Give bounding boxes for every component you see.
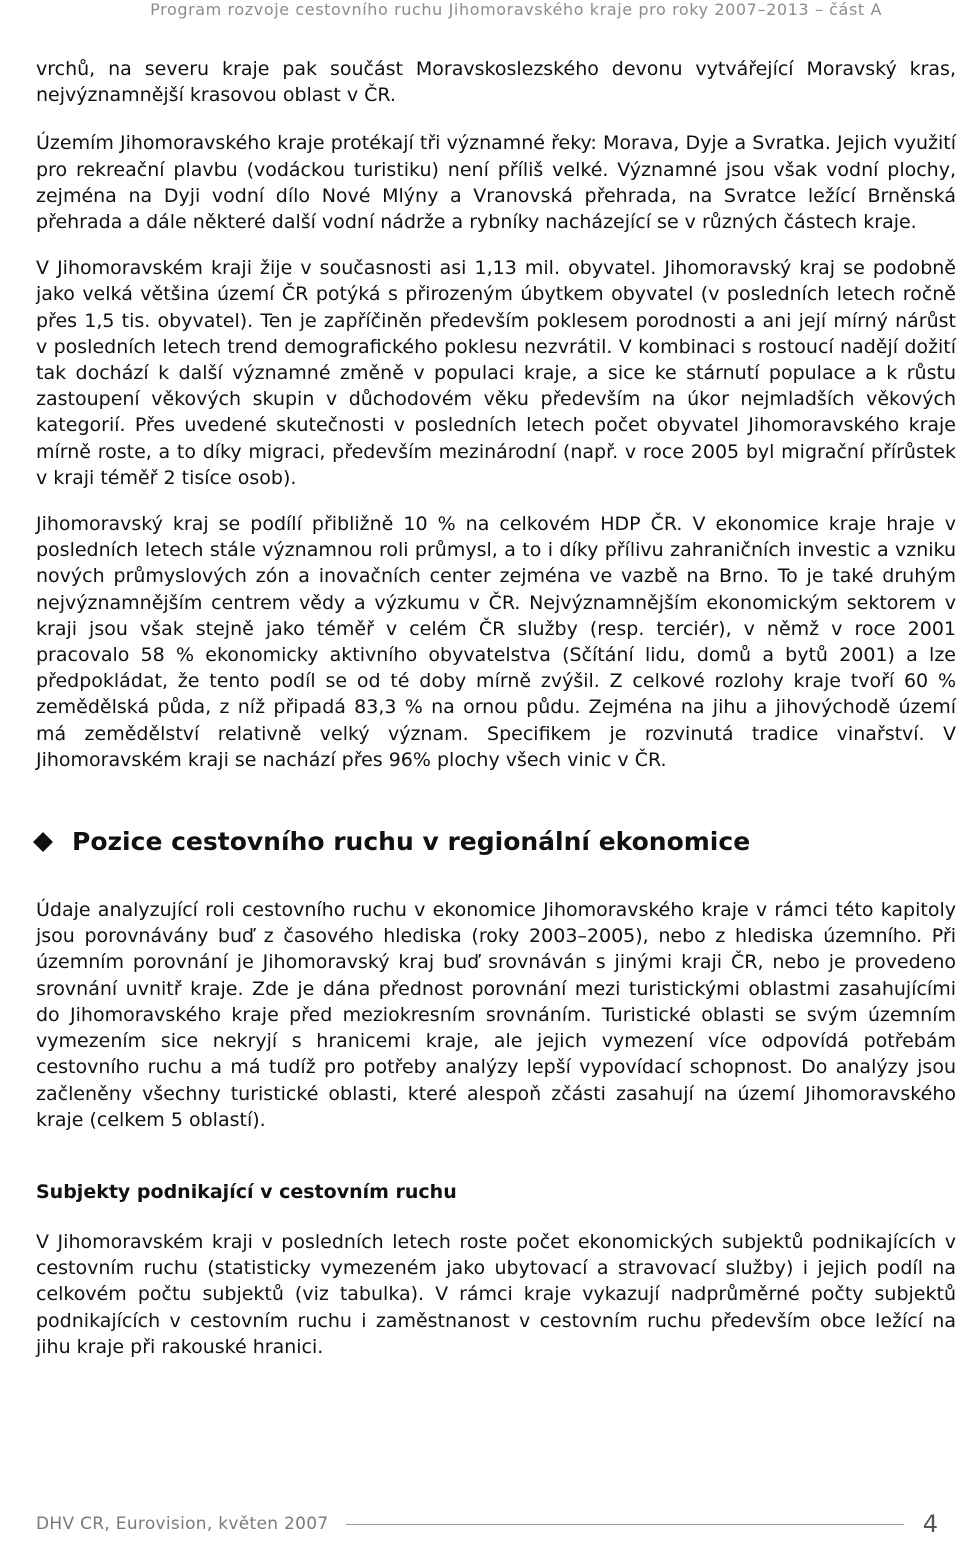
footer-rule [346,1524,904,1525]
running-header: Program rozvoje cestovního ruchu Jihomoravského kraje pro roky 2007–2013 – část A [150,0,882,19]
body-paragraph-economy: Jihomoravský kraj se podílí přibližně 10 % na celkovém HDP ČR. V ekonomice kraje hraje v posledních letech stále významnou roli průmysl, a to i díky přílivu zahraničních investic a vzniku nových průmyslových zón a inovačních center zejména ve vazbě na Brno. To je také druhým nejvýznamnějším centrem vědy a výzkumu v ČR. Nejvýznamnějším ekonomickým sektorem v kraji jsou však stejně jako téměř v celém ČR služby (resp. terciér), v němž v roce 2001 pracovalo 58 % ekonomicky aktivního obyvatelstva (Sčítání lidu, domů a bytů 2001) a lze předpokládat, že tento podíl se od té doby mírně zvýšil. Z celkové rozlohy kraje tvoří 60 % zemědělská půda, z níž připadá 83,3 % na ornou půdu. Zejména na jihu a jihovýchodě území má zemědělství relativně velký význam. Specifikem je rozvinutá tradice vinařství. V Jihomoravském kraji se nachází přes 96% plochy všech vinic v ČR. [36,513,956,771]
body-paragraph-rivers: Územím Jihomoravského kraje protékají tři významné řeky: Morava, Dyje a Svratka. Jejich využití pro rekreační plavbu (vodáckou turistiku) není příliš velké. Významné jsou však vodní plochy, zejména na Dyji vodní dílo Nové Mlýny a Vranovská přehrada, na Svratce ležící Brněnská přehrada a dále některé další vodní nádrže a rybníky nacházející se v různých částech kraje. [36,132,956,234]
subsection-heading: Subjekty podnikající v cestovním ruchu [36,1180,457,1203]
body-paragraph-population: V Jihomoravském kraji žije v současnosti asi 1,13 mil. obyvatel. Jihomoravský kraj se podobně jako velká většina území ČR potýká s přirozeným úbytkem obyvatel (v posledních letech ročně přes 1,5 tis. obyvatel). Ten je zapříčiněn především poklesem porodnosti a ani její mírný nárůst v posledních letech trend demografického poklesu nezvrátil. V kombinaci s rostoucí nadějí dožití tak dochází k další významné změně v populaci kraje, a sice ke stárnutí populace a k růstu zastoupení věkových skupin v důchodovém věku především na úkor nejmladších věkových kategorií. Přes uvedené skutečnosti v posledních letech počet obyvatel Jihomoravského kraje mírně roste, a to díky migraci, především mezinárodní (např. v roce 2005 byl migrační přírůstek v kraji téměř 2 tisíce osob). [36,257,956,489]
page-content [36,56,956,1360]
diamond-bullet-icon [32,831,54,853]
footer-credits: DHV CR, Eurovision, květen 2007 [36,1514,329,1534]
subsection-paragraph: V Jihomoravském kraji v posledních letech roste počet ekonomických subjektů podnikajících v cestovním ruchu (statisticky vymezeném jako ubytovací a stravovací služby) i jejich podíl na celkovém počtu subjektů (viz tabulka). V rámci kraje vykazují nadprůměrné počty subjektů podnikajících v cestovním ruchu i zaměstnanost v cestovním ruchu především obce ležící na jihu kraje při rakouské hranici. [36,1230,956,1358]
page-number: 4 [922,1510,938,1538]
section-heading-text: Pozice cestovního ruchu v regionální ekonomice [72,827,751,857]
body-paragraph-karst: vrchů, na severu kraje pak součást Moravskoslezského devonu vytvářející Moravský kras, nejvýznamnější krasovou oblast v ČR. [36,58,956,107]
page-footer [36,1510,946,1538]
section-heading [32,825,956,859]
section-intro-paragraph: Údaje analyzující roli cestovního ruchu v ekonomice Jihomoravského kraje v rámci této kapitoly jsou porovnávány buď z časového hlediska (roky 2003–2005), nebo z hlediska územního. Při územním porovnání je Jihomoravský kraj buď srovnáván s jinými kraji ČR, nebo je provedeno srovnání uvnitř kraje. Zde je dána přednost porovnání mezi turistickými oblastmi zasahujícími do Jihomoravského kraje před meziokresním srovnáním. Turistické oblasti se svým územním vymezením sice nekryjí s hranicemi kraje, ale jejich vymezení více odpovídá potřebám cestovního ruchu a má tudíž pro potřeby analýzy lepší vypovídací schopnost. Do analýzy jsou začleněny všechny turistické oblasti, které alespoň zčásti zasahují na území Jihomoravského kraje (celkem 5 oblastí). [36,899,956,1131]
